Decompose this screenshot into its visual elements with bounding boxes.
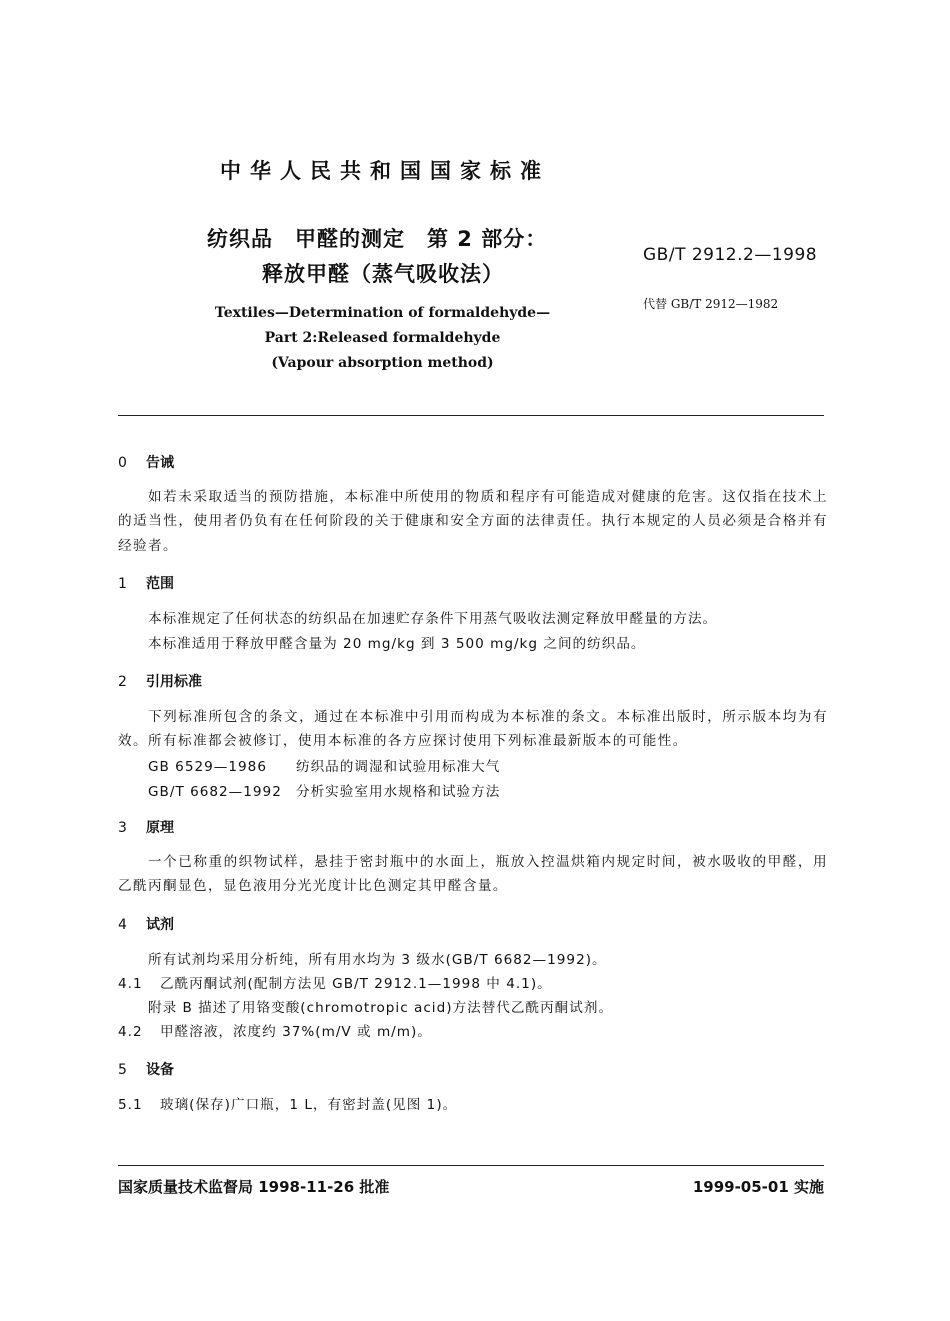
section-number: 5 <box>118 1062 127 1078</box>
approval-date: 国家质量技术监督局 1998-11-26 批准 <box>118 1178 390 1196</box>
clause-number: 5.1 <box>118 1097 143 1113</box>
title-en-line-2: Part 2:Released formaldehyde <box>264 330 501 346</box>
national-standard-header: 中华人民共和国国家标准 <box>220 159 550 183</box>
section-0-heading <box>118 452 174 472</box>
section-1-heading <box>118 573 174 593</box>
title-en-line-3: (Vapour absorption method) <box>271 355 494 371</box>
replaces-standard: 代替 GB/T 2912—1982 <box>643 297 779 311</box>
section-0-text: 如若未采取适当的预防措施，本标准中所使用的物质和程序有可能造成对健康的危害。这仅指在技术上的适当性，使用者仍负有在任何阶段的关于健康和安全方面的法律责任。执行本规定的人员必须是合格并有经验者。 <box>118 489 828 554</box>
implementation-date: 1999-05-01 实施 <box>692 1178 824 1196</box>
reference-1 <box>148 755 500 775</box>
clause-text: 玻璃(保存)广口瓶，1 L，有密封盖(见图 1)。 <box>160 1097 458 1113</box>
section-number: 4 <box>118 917 127 933</box>
section-number: 3 <box>118 820 127 836</box>
section-1-line-2: 本标准适用于释放甲醛含量为 20 mg/kg 到 3 500 mg/kg 之间的纺织品。 <box>148 636 646 652</box>
section-2-text: 下列标准所包含的条文，通过在本标准中引用而构成为本标准的条文。本标准出版时，所示版本均为有效。所有标准都会被修订，使用本标准的各方应探讨使用下列标准最新版本的可能性。 <box>118 709 828 750</box>
section-title: 原理 <box>146 820 174 836</box>
section-4-heading <box>118 914 174 934</box>
section-title: 设备 <box>146 1062 174 1078</box>
standard-code: GB/T 2912.2—1998 <box>643 245 818 265</box>
clause-number: 4.2 <box>118 1024 143 1040</box>
section-title: 引用标准 <box>146 674 202 690</box>
clause-number: 4.1 <box>118 976 143 992</box>
clause-4-1-note: 附录 B 描述了用铬变酸(chromotropic acid)方法替代乙酰丙酮试剂。 <box>148 1000 614 1016</box>
header-rule <box>118 415 824 416</box>
section-3-text: 一个已称重的织物试样，悬挂于密封瓶中的水面上，瓶放入控温烘箱内规定时间，被水吸收的甲醛，用乙酰丙酮显色，显色液用分光光度计比色测定其甲醛含量。 <box>118 854 828 895</box>
clause-text: 甲醛溶液，浓度约 37%(m/V 或 m/m)。 <box>160 1024 432 1040</box>
section-title: 试剂 <box>146 917 174 933</box>
reference-2 <box>148 780 500 800</box>
clause-4-1 <box>118 972 552 992</box>
section-title: 范围 <box>146 576 174 592</box>
section-1-line-1: 本标准规定了任何状态的纺织品在加速贮存条件下用蒸气吸收法测定释放甲醛量的方法。 <box>148 611 718 627</box>
section-title: 告诫 <box>146 455 174 471</box>
section-5-heading <box>118 1059 174 1079</box>
reference-code: GB/T 6682—1992 <box>148 784 282 800</box>
section-2-heading <box>118 671 202 691</box>
section-number: 0 <box>118 455 127 471</box>
section-3-heading <box>118 817 174 837</box>
footer-rule <box>118 1165 824 1166</box>
section-4-intro: 所有试剂均采用分析纯，所有用水均为 3 级水(GB/T 6682—1992)。 <box>148 952 607 968</box>
section-number: 2 <box>118 674 127 690</box>
clause-4-2 <box>118 1020 432 1040</box>
clause-5-1 <box>118 1093 457 1113</box>
title-en-line-1: Textiles—Determination of formaldehyde— <box>214 305 551 321</box>
reference-title: 分析实验室用水规格和试验方法 <box>296 784 501 800</box>
clause-text: 乙酰丙酮试剂(配制方法见 GB/T 2912.1—1998 中 4.1)。 <box>160 976 552 992</box>
reference-code: GB 6529—1986 <box>148 759 267 775</box>
section-number: 1 <box>118 576 127 592</box>
title-zh-line-2: 释放甲醛（蒸气吸收法） <box>262 262 504 286</box>
reference-title: 纺织品的调湿和试验用标准大气 <box>296 759 501 775</box>
title-zh-line-1: 纺织品 甲醛的测定 第 2 部分： <box>207 227 548 251</box>
